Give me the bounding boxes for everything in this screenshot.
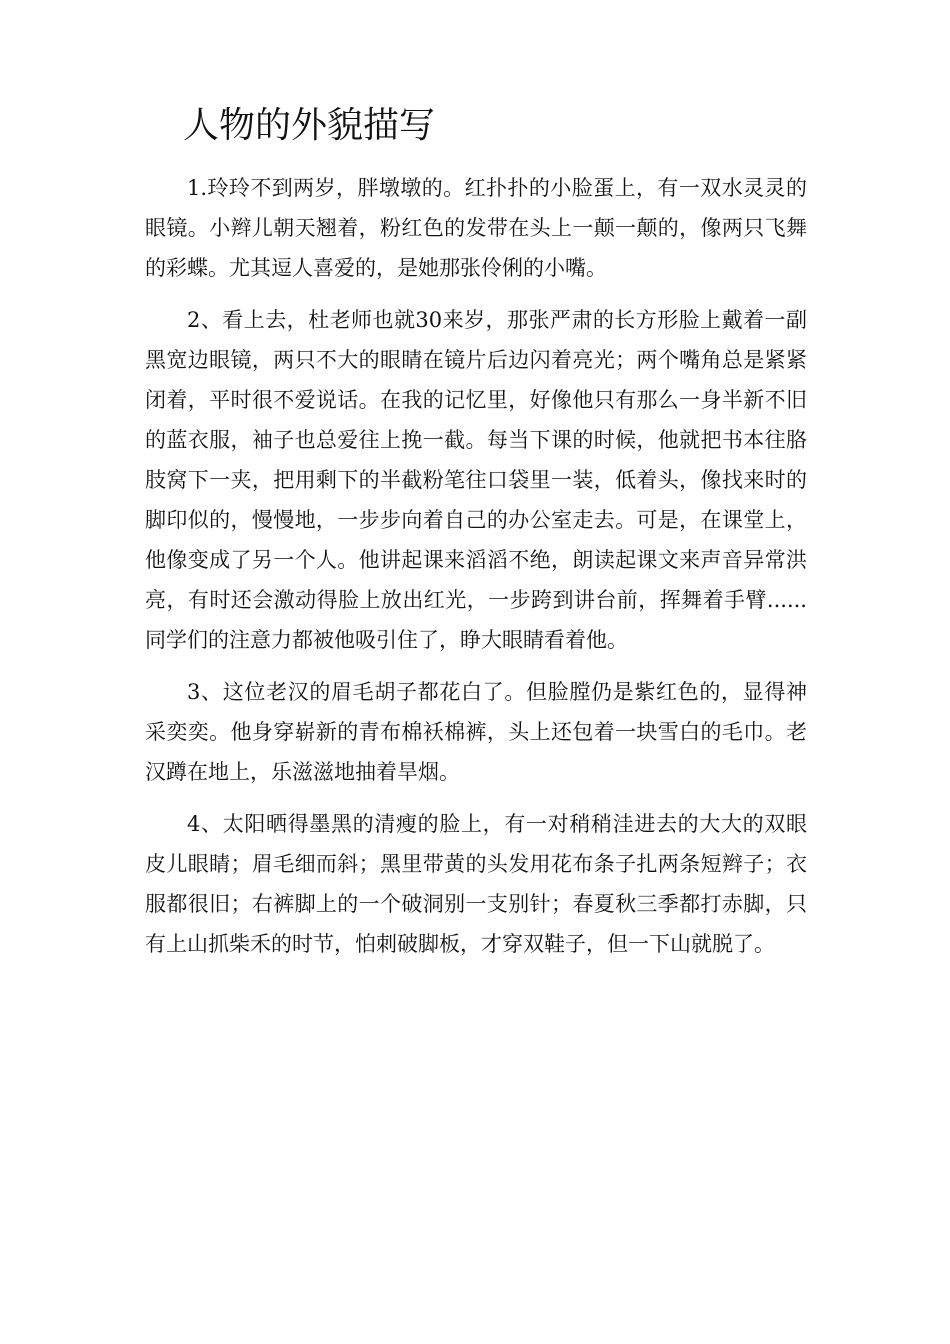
paragraph-1: 1.玲玲不到两岁，胖墩墩的。红扑扑的小脸蛋上，有一双水灵灵的眼镜。小辫儿朝天翘着，粉红色的发带在头上一颠一颠的，像两只飞舞的彩蝶。尤其逗人喜爱的，是她那张伶俐的小嘴。 <box>145 176 807 280</box>
document-body <box>145 168 807 976</box>
paragraph-2: 2、看上去，杜老师也就30来岁，那张严肃的长方形脸上戴着一副黑宽边眼镜，两只不大的眼睛在镜片后边闪着亮光；两个嘴角总是紧紧闭着，平时很不爱说话。在我的记忆里，好像他只有那么一身半新不旧的蓝衣服，袖子也总爱往上挽一截。每当下课的时候，他就把书本往胳肢窝下一夹，把用剩下的半截粉笔往口袋里一装，低着头，像找来时的脚印似的，慢慢地，一步步向着自己的办公室走去。可是，在课堂上，他像变成了另一个人。他讲起课来滔滔不绝，朗读起课文来声音异常洪亮，有时还会激动得脸上放出红光，一步跨到讲台前，挥舞着手臂......同学们的注意力都被他吸引住了，睁大眼睛看着他。 <box>145 308 807 652</box>
document-title: 人物的外貌描写 <box>183 105 436 146</box>
paragraph-4: 4、太阳晒得墨黑的清瘦的脸上，有一对稍稍洼进去的大大的双眼皮儿眼睛；眉毛细而斜；黑里带黄的头发用花布条子扎两条短辫子；衣服都很旧；右裤脚上的一个破洞别一支别针；春夏秋三季都打赤脚，只有上山抓柴禾的时节，怕刺破脚板，才穿双鞋子，但一下山就脱了。 <box>145 812 807 956</box>
paragraph-3: 3、这位老汉的眉毛胡子都花白了。但脸膛仍是紫红色的，显得神采奕奕。他身穿崭新的青布棉袄棉裤，头上还包着一块雪白的毛巾。老汉蹲在地上，乐滋滋地抽着旱烟。 <box>145 680 807 784</box>
